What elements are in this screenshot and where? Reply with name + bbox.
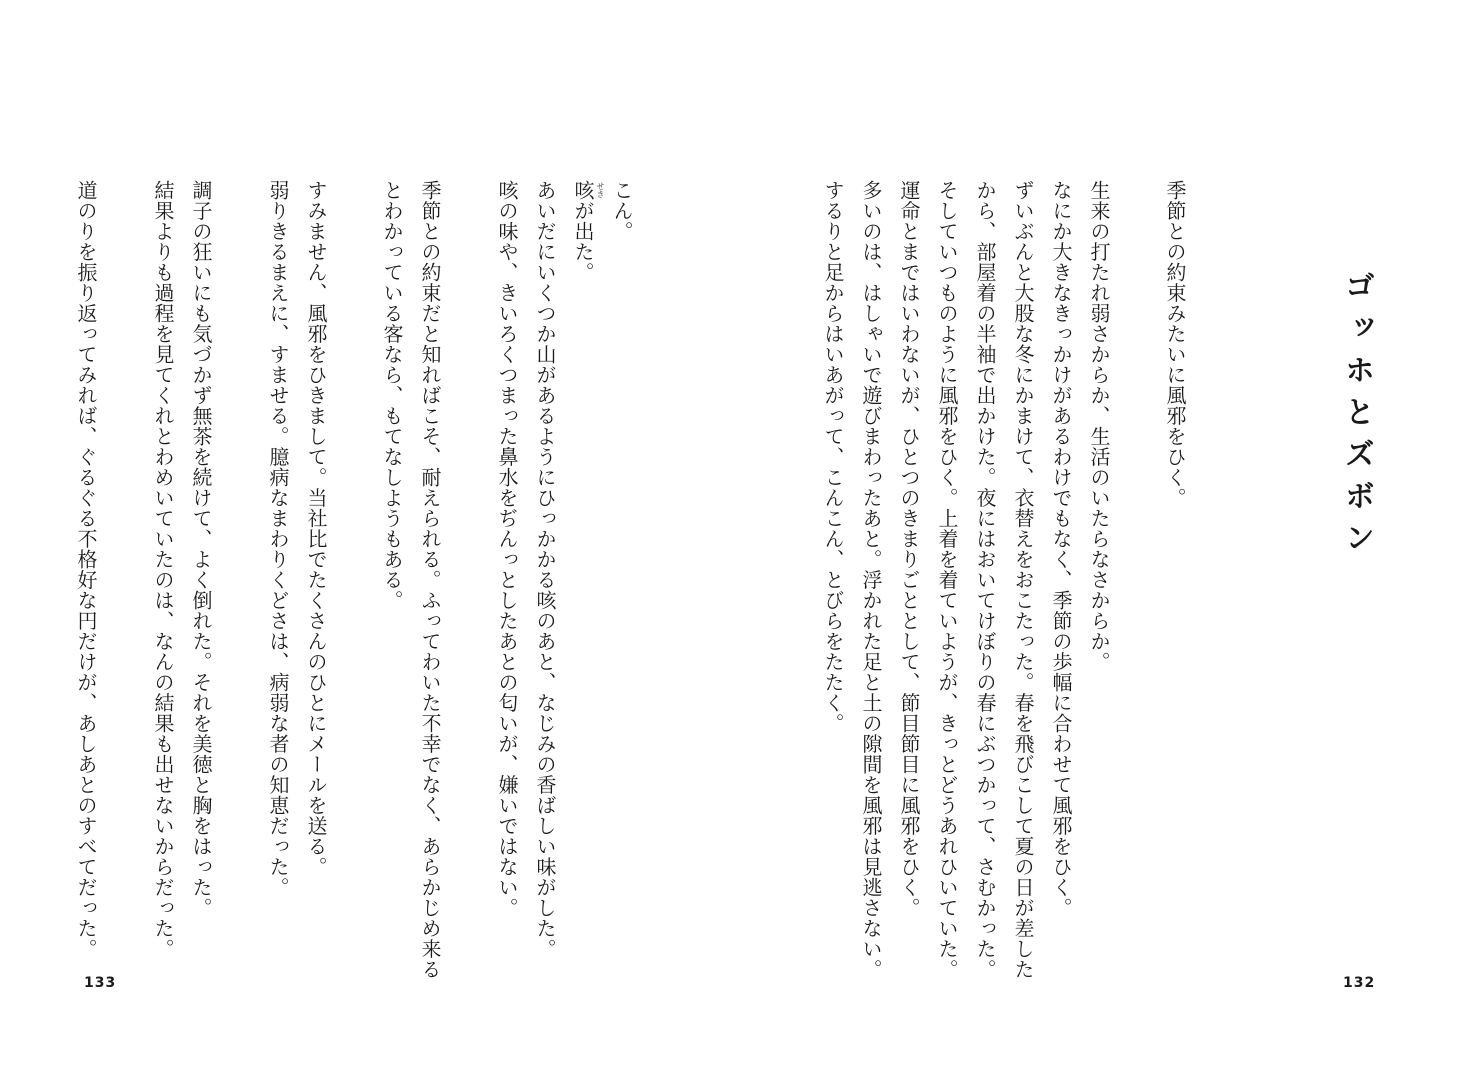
text-line: 弱りきるまえに、すませる。臆病なまわりくどさは、病弱な者の知恵だった。 (266, 180, 290, 898)
text-line: 運命とまではいわないが、ひとつのきまりごととして、節目節目に風邪をひく。 (897, 180, 921, 918)
text-line: 結果よりも過程を見てくれとわめいていたのは、なんの結果も出せないからだった。 (151, 180, 175, 959)
text-line: とわかっている客なら、もてなしようもある。 (380, 180, 404, 611)
page-number: 133 (84, 975, 117, 991)
text-line: 多いのは、はしゃいで遊びまわったあと。浮かれた足と土の隙間を風邪は見逃さない。 (859, 180, 883, 980)
text-line: すみません、風邪をひきまして。当社比でたくさんのひとにメールを送る。 (304, 180, 328, 877)
text-line: 道のりを振り返ってみれば、ぐるぐる不格好な円だけが、あしあとのすべてだった。 (74, 180, 98, 959)
text-line: 季節との約束みたいに風邪をひく。 (1163, 180, 1187, 508)
text-line: あいだにいくつか山があるようにひっかかる咳のあと、なじみの香ばしい味がした。 (533, 180, 557, 959)
text-line: 咳が出た。 (571, 180, 595, 283)
text-line: そしていつものように風邪をひく。上着を着ていようが、きっとどうあれひいていた。 (935, 180, 959, 980)
right-page (730, 0, 1460, 1080)
text-line: こん。 (610, 180, 634, 242)
text-line: 季節との約束だと知ればこそ、耐えられる。ふってわいた不幸でなく、あらかじめ来る (418, 180, 442, 980)
text-line: するりと足からはいあがって、こんこん、とびらをたたく。 (821, 180, 845, 734)
page-number: 132 (1343, 975, 1376, 991)
text-line: なにか大きなきっかけがあるわけでもなく、季節の歩幅に合わせて風邪をひく。 (1049, 180, 1073, 918)
chapter-title: ゴッホとズボン (1339, 270, 1374, 564)
text-line: ずいぶんと大股な冬にかまけて、衣替えをおこたった。春を飛びこして夏の日が差した (1011, 180, 1035, 980)
ruby-annotation: せき (596, 182, 605, 198)
text-line: 咳の味や、きいろくつまった鼻水をぢんっとしたあとの匂いが、嫌いではない。 (495, 180, 519, 918)
text-line: から、部屋着の半袖で出かけた。夜にはおいてけぼりの春にぶつかって、さむかった。 (973, 180, 997, 980)
text-line: 生来の打たれ弱さからか、生活のいたらなさからか。 (1087, 180, 1111, 672)
text-line: 調子の狂いにも気づかず無茶を続けて、よく倒れた。それを美徳と胸をはった。 (189, 180, 213, 918)
